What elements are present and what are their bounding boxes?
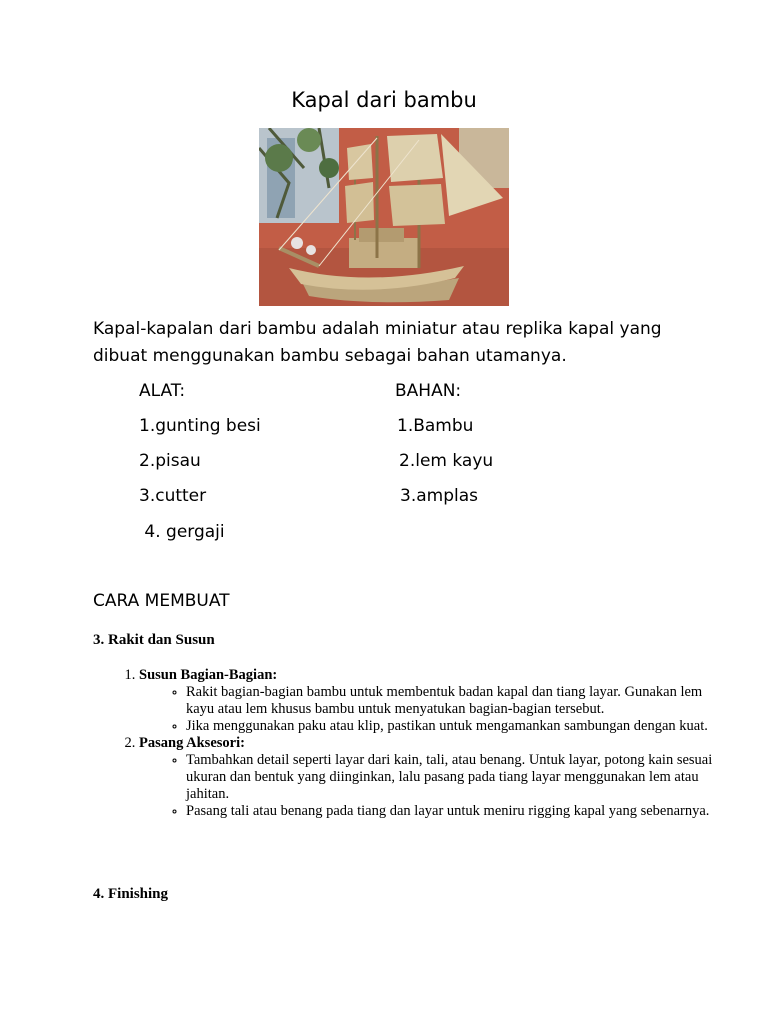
step-title: Pasang Aksesori:: [139, 735, 245, 751]
page-title: Kapal dari bambu: [291, 88, 477, 112]
sub-item: ◦ Jika menggunakan paku atau klip, pastikan untuk mengamankan sambungan dengan kuat.: [186, 718, 729, 735]
sub-item: ◦ Rakit bagian-bagian bambu untuk membentuk badan kapal dan tiang layar. Gunakan lem kayu atau lem khusus bambu untuk menyatukan bagian-bagian tersebut.: [186, 684, 729, 718]
tool-item: 1.gunting besi: [139, 416, 261, 436]
material-item: 3.amplas: [400, 486, 478, 506]
steps-list: [93, 667, 729, 820]
sub-list: [139, 684, 729, 735]
tool-item: 2.pisau: [139, 451, 201, 471]
material-item: 2.lem kayu: [399, 451, 494, 471]
intro-paragraph: Kapal-kapalan dari bambu adalah miniatur atau replika kapal yang dibuat menggunakan bambu sebagai bahan utamanya.: [93, 319, 662, 366]
sub-item: ◦ Pasang tali atau benang pada tiang dan layar untuk meniru rigging kapal yang sebenarnya.: [186, 803, 729, 820]
step-item: [139, 667, 729, 735]
step-item: [139, 735, 729, 820]
step-title: Susun Bagian-Bagian:: [139, 667, 278, 683]
bamboo-ship-photo: [259, 128, 509, 306]
sub-item: ◦ Tambahkan detail seperti layar dari kain, tali, atau benang. Untuk layar, potong kain sesuai ukuran dan bentuk yang diinginkan, lalu pasang pada tiang layar menggunakan lem atau jahitan.: [186, 752, 729, 803]
tool-item: 3.cutter: [139, 486, 207, 506]
sub-list: [139, 752, 729, 820]
section-heading: CARA MEMBUAT: [93, 591, 230, 611]
bamboo-ship-illustration: [259, 128, 509, 306]
tool-item: 4. gergaji: [139, 522, 225, 542]
tools-header: ALAT:: [139, 381, 186, 401]
section-3-heading: 3. Rakit dan Susun: [93, 632, 215, 648]
section-4-heading: 4. Finishing: [93, 886, 169, 902]
materials-header: BAHAN:: [395, 381, 462, 401]
material-item: 1.Bambu: [397, 416, 474, 436]
